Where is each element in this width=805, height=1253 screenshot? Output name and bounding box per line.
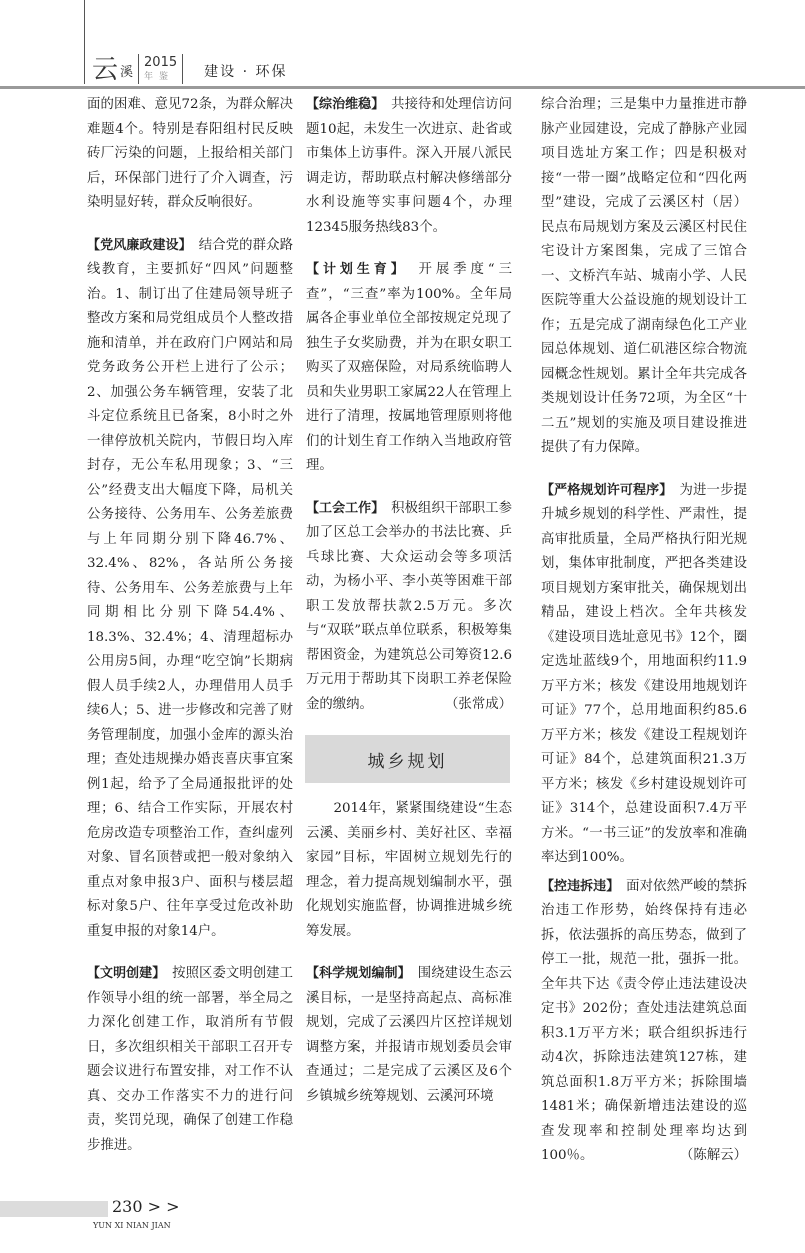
paragraph-dangfeng [87, 234, 293, 945]
body-columns [0, 90, 805, 1193]
paragraph-text: 共接待和处理信访问题10起，未发生一次进京、赴省或市集体上访事件。深入开展八派民调走访，帮助联点村解决修缮部分水利设施等实事问题4个，办理12345服务热线83个。 [306, 97, 512, 235]
paragraph-text: 围绕建设生态云溪目标，一是坚持高起点、高标准规划，完成了云溪四片区控详规划调整方案，并报请市规划委员会审查通过；二是完成了云溪区及6个乡镇城乡统筹规划、云溪河环境 [306, 966, 512, 1104]
year: 2015 [144, 55, 178, 70]
paragraph-gonghui [306, 497, 512, 718]
paragraph-text: 积极组织干部职工参加了区总工会举办的书法比赛、乒乓球比赛、大众运动会等多项活动，为杨小平、李小英等困难干部职工发放帮扶款2.5万元。多次与“双联”联点单位联系，积极筹集帮困资金，为建筑总公司筹资12.6万元用于帮助其下岗职工养老保险金的缴纳。 [306, 500, 512, 712]
page-header [0, 0, 805, 90]
right-column [541, 93, 747, 1187]
paragraph-jihua [306, 258, 512, 479]
paragraph-text: 按照区委文明创建工作领导小组的统一部署，举全局之力深化创建工作，取消所有节假日，多次组织相关干部职工召开专题会议进行布置安排，对工作不认真、交办工作落实不力的进行问责，奖罚兑现，确保了创建工作稳步推进。 [87, 966, 293, 1153]
subheading: 【严格规划许可程序】 [541, 482, 666, 498]
page-number: 230 > > [112, 1197, 180, 1216]
header-separator [138, 54, 139, 84]
year-box [144, 56, 177, 84]
paragraph-xuke [541, 479, 747, 871]
author-signature: （张常成） [445, 696, 512, 712]
middle-column [306, 93, 512, 1127]
paragraph-text: 面对依然严峻的禁拆治违工作形势，始终保持有违必拆，依法强拆的高压势态，做到了停工一批，规范一批，强拆一批。全年共下达《责令停止违法建设决定书》202份；查处违法建筑总面积3.1万平方米；联合组织拆违行动4次，拆除违法建筑127栋，建筑总面积1.8万平方米；拆除围墙1481米；确保新增违法建设的巡查发现率和控制处理率均达到100％。 [541, 878, 747, 1163]
paragraph-text: 结合党的群众路线教育，主要抓好“四风”问题整治。1、制订出了住建局领导班子整改方案和局党组成员个人整改措施和清单，并在政府门户网站和局党务政务公开栏上进行了公示；2、加强公务车辆管理，安装了北斗定位系统且已备案，8小时之外一律停放机关院内，节假日均入库封存，无公车私用现象；3、“三公”经费支出大幅度下降，局机关公务接待、公务用车、公务差旅费与上年同期分别下降46.7%、32.4%、82%，各站所公务接待、公务用车、公务差旅费与上年同期相比分别下降54.4%、18.3%、32.4%；4、清理超标办公用房5间，办理“吃空饷”长期病假人员手续2人，办理借用人员手续6人；5、进一步修改和完善了财务管理制度，加强小金库的源头治理；查处违规操办婚丧喜庆事宜案例1起，给予了全局通报批评的处理；6、结合工作实际，开展农村危房改造专项整治工作，查纠虚列对象、冒名顶替或把一般对象纳入重点对象申报3户、面积与楼层超标对象5户、往年享受过危改补助重复申报的对象14户。 [87, 237, 293, 939]
logo-yun: 云 [92, 55, 119, 85]
header-rule [0, 86, 805, 89]
paragraph-text: 为进一步提升城乡规划的科学性、严肃性，提高审批质量，全局严格执行阳光规划，集体审批制度，严把各类建设项目规划方案审批关，确保规划出精品，建设上档次。全年共核发《建设项目选址意见书》12个，圈定选址蓝线9个，用地面积约11.9万平方米；核发《建设用地规划许可证》77个，总用地面积约85.6万平方米；核发《建设工程规划许可证》84个，总建筑面积21.3万平方米；核发《乡村建设规划许可证》314个，总建设面积7.4万平方米。“一书三证”的发放率和准确率达到100%。 [541, 482, 747, 865]
paragraph-zongzhi [306, 93, 512, 240]
subheading: 【科学规划编制】 [306, 966, 405, 981]
nianjian-label: 年鉴 [144, 72, 175, 82]
paragraph-continued: 综合治理；三是集中力量推进市静脉产业园建设，完成了静脉产业园项目选址方案工作；四是积极对接“一带一圈”战略定位和“四化两型”建设，完成了云溪区村（居）民点布局规划方案及云溪区村民住宅设计方案图集，完成了三馆合一、文桥汽车站、城南小学、人民医院等重大公益设施的规划设计工作；五是完成了湖南绿色化工产业园总体规划、道仁矶港区综合物流园概念性规划。累计全年共完成各类规划设计任务72项，为全区“十二五”规划的实施及项目建设推进提供了有力保障。 [541, 97, 747, 455]
running-header [84, 50, 287, 84]
subheading: 【综治维稳】 [306, 97, 378, 112]
paragraph: 面的困难、意见72条，为群众解决难题4个。特别是春阳组村民反映砖厂污染的问题，上报给相关部门后，环保部门进行了介入调查，污染明显好转，群众反响很好。 [87, 97, 293, 210]
subheading: 【计划生育】 [306, 262, 402, 277]
subheading: 【控违拆违】 [541, 878, 613, 894]
subheading: 【工会工作】 [306, 500, 378, 516]
left-column [87, 93, 293, 1176]
section-title: 建设 · 环保 [204, 64, 288, 80]
logo-xi: 溪 [120, 65, 134, 80]
chapter-banner: 城乡规划 [305, 735, 510, 783]
footer-bar [0, 1201, 108, 1217]
paragraph-wenming [87, 962, 293, 1158]
paragraph-kongwei [541, 875, 747, 1169]
subheading: 【党风廉政建设】 [87, 237, 186, 253]
author-signature: （陈解云） [680, 1148, 747, 1163]
subheading: 【文明创建】 [87, 966, 159, 981]
paragraph-text: 开展季度“三查”，“三查”率为100%。全年局属各企事业单位全部按规定兑现了独生子女奖励费，并为在职女职工购买了双癌保险，对局系统临聘人员和失业男职工家属22人在管理上进行了清理，按属地管理原则将他们的计划生育工作纳入当地政府管理。 [306, 262, 512, 473]
paragraph-intro: 2014年，紧紧围绕建设“生态云溪、美丽乡村、美好社区、幸福家园”目标，牢固树立规划先行的理念，着力提高规划编制水平，强化规划实施监督，协调推进城乡统筹发展。 [306, 801, 512, 939]
header-separator [182, 54, 183, 84]
footer-publication-name: YUN XI NIAN JIAN [93, 1221, 171, 1230]
page-footer [0, 1193, 805, 1253]
paragraph-kexue [306, 962, 512, 1109]
